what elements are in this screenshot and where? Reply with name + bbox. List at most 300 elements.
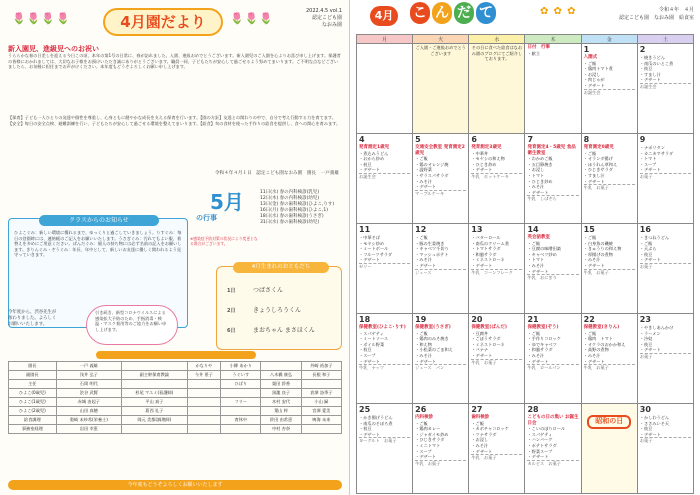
menu-item: ・高野の煮物 [583,347,609,353]
class-notice-title: クラスからのお知らせ [39,215,159,226]
day-number: 1 [583,45,590,54]
snack-label: 牛乳 ナッツ [359,364,410,371]
staff-cell [187,416,221,425]
snack-label: 牛乳 コーンフレーク [471,269,522,276]
staff-cell [187,425,221,434]
class-notice-body: ひよこぐみ：新しい環境に慣れるまで、ゆっくりと過ごしていきましょう。りすぐみ：毎日の登園時には、連絡帳のご記入をお願いいたします。うさぎぐみ：汚れてもよい服、着替えを多めにご用意ください。ぱんだぐみ：個人の持ち物には必ず名前の記入をお願いします。きりんぐみ・ぞうぐみ：年長、年中として、新しいお友達に優しく関われるよう見守っていきます。 [14,230,182,257]
staff-cell: 育休中 [221,416,261,425]
menu-day-cell [357,404,413,494]
menu-item: ・ポテトサラダ [527,442,557,448]
may-subtitle: の行事 [196,214,217,222]
staff-cell: 杉尾 マユミ(看護師) [122,389,187,398]
newsletter-title: 4月園だより [103,8,223,36]
menu-item: ・デザート [471,352,493,358]
menu-item: ・南瓜のそぼろ煮 [359,420,393,426]
day-number: 6 [471,135,477,144]
weekday-header: 土 [637,35,693,44]
birthday-row: 1日 つばさくん [227,287,284,294]
day-event: 保健教室(ひよこ･りす) [359,325,406,330]
menu-item: ・ご飯 [415,235,428,240]
menu-item: ・ラーメン [639,330,661,336]
menu-item: ・豆腐丼 [471,330,489,336]
menu-item: ・バターロール [471,235,501,240]
new-staff-note: 今年度から、渋谷先生が加わりました。よろしくお願いいたします。 [8,310,57,327]
menu-item: ・ミートボール [359,246,389,252]
menu-item: ・枝豆 [359,426,372,432]
menu-item: ・みそ汁 [471,442,489,448]
menu-day-cell [357,134,413,224]
staff-cell: 浅井 弘子 [56,371,121,380]
greeting-text: その日に食べた給食はなおみ園のブログにてご紹介しております。 [471,45,523,62]
snack-label: お菓子 [640,173,691,180]
newsletter-volume: 2022.4.5 vol.1 認定こども園 なおみ園 [305,8,342,28]
menu-item: ・ご飯 [415,330,428,336]
menu-day-cell [525,404,581,494]
menu-greeting-cell [413,44,469,134]
menu-item: ・みそ汁 [527,262,545,268]
snack-label: お菓子 [640,437,691,444]
menu-item: ・すまし汁 [583,172,605,178]
menu-item: ・ごぼうサラダ [471,336,501,342]
day-number: 7 [527,135,534,144]
staff-cell [261,362,301,371]
staff-cell: 葉山 梓 [261,407,301,416]
staff-cell: 今井 景子 [187,371,221,380]
menu-item: ・みそ汁 [415,178,432,184]
staff-cell: 平山 真子 [122,398,187,407]
menu-item: ・デザート [527,454,549,460]
birthday-row: 6日 まおちゃん まさほくん [227,327,315,334]
may-note: ※感染症予防対策の状況により変更となる場合がございます。 [190,236,258,246]
menu-item: ・お浸し [583,71,601,77]
day-event: 発育測定4・5歳児 食品衛生教室 [527,145,576,156]
menu-item: ・ひじきサラダ [415,437,445,443]
menu-title-char: て [476,2,496,24]
intro-paragraph: うららかな春の日差しを迎える今日この頃、本年の第1号の日常に、春が訪れました。入園、進級おめでとうございます。新入園児のご入園を心よりお喜び申し上げます。保護者の皆様におかれましては、大切なお子様をお預けいただき誠にありがとうございます。職員一同、子どもたちが安心して過ごせるよう努めてまいります。ご不明な点などございましたら、お気軽に担任までお声がけください。本年度もどうぞよろしくお願い申し上げます。 [8,53,341,70]
staff-table [8,361,342,434]
staff-cell: フリー [221,398,261,407]
day-event: 発育測定3歳児 [471,145,502,150]
day-number: 28 [527,405,539,414]
staff-row [9,362,342,371]
menu-item: ・枝豆 [359,161,372,167]
snack-label: 牛乳 おにぎり [527,274,578,281]
menu-item: ・中華丼 [471,150,489,156]
day-number: 8 [583,135,590,144]
newsletter-footer: 今年度もどうぞよろしくお願いいたします [8,480,342,490]
staff-cell: 黒瀧 良子 [261,389,301,398]
menu-day-cell [637,404,693,494]
weekday-header: 月 [357,35,413,44]
menu-day-cell [357,314,413,404]
staff-cell: かなりや [187,362,221,371]
menu-item: ・ツナサラダ [471,431,497,437]
staff-cell: 一戸 義雄 [56,362,121,371]
menu-item: ・すまし汁 [639,71,661,77]
menu-item: ・五目卵焼き [527,161,553,167]
corona-note: 引き続き、新型コロナウイルスによる感染拡大予防のため、手指消毒・検温・マスク着用等のご協力をお願い申し上げます。 [86,305,178,345]
staff-cell [187,398,221,407]
menu-item: ・デザート [639,257,661,263]
day-number: 20 [471,315,483,324]
menu-item: ・モヤシの和え物 [471,156,505,162]
menu-item: ・ご飯 [639,240,653,246]
staff-cell [301,425,341,434]
day-event: 保健教室(ぱんだ) [471,325,507,330]
menu-item: ・ミニトマト [415,442,441,448]
menu-week-row [357,44,694,134]
menu-page [350,0,700,495]
menu-item: ・キャベツ炒め [527,251,557,257]
menu-item: ・トマト [527,172,545,178]
menu-item: ・デザート [527,358,549,364]
menu-day-cell [581,314,637,404]
menu-item: ・ご飯 [527,330,541,336]
staff-cell: 栗田 鈴香 [261,380,301,389]
snack-label: ジュース パン [415,364,466,371]
may-event: 12日(木) 春の内科検診(幼児) [260,196,320,201]
menu-item: ・マッシュポテト [415,251,449,257]
staff-cell: 渋谷 武賢 [56,389,121,398]
menu-item: ・デザート [471,448,493,454]
day-number: 18 [359,315,371,324]
staff-cell: うぐいす [221,371,261,380]
menu-item: ・デザート [471,167,493,173]
menu-item: ・カニカマサラダ [639,150,674,156]
menu-item: ・ひじき炒め [471,161,497,167]
menu-item: ・ご飯 [583,330,597,336]
menu-item: ・中華そば [359,235,380,240]
day-event: 内科検診 [415,415,434,420]
menu-day-cell [469,404,525,494]
menu-item: ・おから炒め [359,156,385,162]
menu-item: ・南瓜のクリーム煮 [471,240,510,246]
staff-cell: 岡元 美都(調理師) [122,416,187,425]
snack-label: 牛乳 ホットケーキ [471,173,522,180]
staff-cell: ひよこ(0歳児) [9,389,57,398]
snack-label: カルピス お菓子 [527,460,578,467]
menu-item: ・こいのぼりロール [527,426,566,432]
menu-day-cell [413,404,469,494]
menu-item: ・鶏肉トマト煮 [583,66,613,72]
day-event: 英会話教室 [527,235,550,240]
staff-cell: 副主幹保育教諭 [122,371,187,380]
menu-day-cell [469,134,525,224]
menu-item: ・煮込みうどん [359,150,389,156]
snack-label: マ－ブルケーキ [415,190,466,197]
menu-item: ・デザート [359,167,380,173]
menu-item: ・トマト [639,156,657,162]
snack-label: お誕生会 [359,173,410,180]
snack-label: 牛乳 ロールパン [527,364,578,371]
staff-cell: 小山 緑 [301,398,341,407]
menu-item: ・豆腐の味噌田楽 [527,246,561,252]
menu-day-cell [357,44,413,134]
day-number: 26 [415,405,427,414]
day-event: 保健教室(きりん) [583,325,620,330]
staff-cell: 赤城 由起子 [56,398,121,407]
snack-label: お誕生会 [640,83,691,90]
holiday-cell [581,404,637,494]
menu-day-cell [469,224,525,314]
signature: 令和４年４月１日 認定こども園なおみ園 園長 一戸義雄 [214,171,339,176]
menu-item: ・デザート [415,262,437,268]
day-number: 25 [359,405,371,414]
day-number: 13 [471,225,483,234]
menu-item: ・ご飯 [583,60,597,66]
staff-cell: 鳴海 未来 [301,416,341,425]
snack-label: 牛乳 お菓子 [584,269,635,276]
staff-cell: ひばり [221,380,261,389]
staff-cell [187,380,221,389]
menu-item: ・トマトサラダ [471,246,501,252]
menu-info: 令和４年 ４月 認定こども園 なおみ園 給食室 [618,7,694,21]
menu-day-cell [637,44,693,134]
staff-row [9,425,342,434]
menu-item: ・デザート [415,454,437,460]
menu-item: ・小松菜のごま和え [415,347,453,353]
menu-item: ・ミネストローネ [471,257,505,263]
menu-day-cell [637,314,693,404]
menu-item: ・デザート [583,178,605,184]
menu-greeting-cell [469,44,525,134]
weekday-header: 水 [469,35,525,44]
staff-cell: 八木橋 康弘 [261,371,301,380]
menu-day-cell [581,224,637,314]
staff-cell [301,380,341,389]
menu-title-char: ん [432,2,452,24]
day-event: 歯科検診 [471,415,490,420]
menu-item: ・かしわうどん [639,415,670,420]
menu-item: ・冷奴 [639,336,653,342]
weekday-header: 木 [525,35,581,44]
snack-label: お菓子 [640,353,691,360]
newsletter-header [8,6,342,40]
menu-item: ・ご飯 [583,235,597,240]
menu-item: ・枝豆 [639,66,653,72]
menu-item: ・デザート [527,189,549,195]
holiday-label: 昭和の日 [587,415,631,429]
staff-cell: 長根 和子 [301,371,341,380]
menu-item: ・枝豆 [359,347,372,353]
staff-row [9,389,342,398]
day-number: 30 [639,405,651,414]
snack-label: 牛乳 お菓子 [415,460,466,467]
menu-item: ・お浸し [527,167,545,173]
menu-day-cell [581,44,637,134]
staff-cell: 外崎 裕加子 [301,362,341,371]
staff-row [9,407,342,416]
menu-day-cell [357,224,413,314]
staff-cell: 小柳 あかり [221,362,261,371]
menu-item: ・わかめご飯 [527,156,553,162]
staff-cell: ひよこ(2歳児) [9,407,57,416]
may-event: 16日(月) 春の歯科検診(ひよこ,1) [260,208,328,213]
day-event: 保健教室(ぞう) [527,325,559,330]
menu-item: ・デザート [359,358,380,364]
principles-paragraph: 【保育】子ども一人ひとりの発達や個性を尊重し、心身ともに健やかな成長を支える保育を行います。【園の方針】友達との関わりの中で、自分で考え行動する力を育てます。【安全】毎日の安全点検、避難訓練を行い、子どもたちが安心して過ごせる環境を整えてまいります。【給食】旬の食材を使った手作りの給食を提供し、食への関心を育みます。 [8,115,341,126]
menu-item: ・みそ汁 [527,184,545,190]
day-number: 21 [527,315,539,324]
staff-cell [122,362,187,371]
staff-cell: 園長 [9,362,57,371]
day-number: 27 [471,405,483,414]
menu-item: ・野菜スープ [527,448,553,454]
day-event: 発育測定1歳児 [359,145,390,150]
day-event: こどもの日の集い お誕生日会 [527,415,579,426]
staff-header-bar [96,351,256,359]
menu-item: ・スパゲティ [359,330,384,336]
staff-cell [187,389,221,398]
menu-day-cell [413,314,469,404]
menu-item: ・和え物 [415,341,432,347]
menu-item: ・天ぷら [639,246,657,252]
menu-item: ・デザート [583,358,605,364]
menu-item: ・ご飯 [415,156,428,162]
menu-week-row [357,404,694,494]
day-event: 発育測定0歳児 [583,145,614,150]
menu-item: ・ひじき炒め [527,178,553,184]
menu-item: ・モヤシ炒め [359,240,385,246]
welcome-heading: 新入園児、進級児へのお祝い [8,45,99,53]
menu-day-cell [413,224,469,314]
staff-cell: 奥崎 未紗希(栄養士) [56,416,121,425]
menu-week-row [357,224,694,314]
flower-decoration-icon: ✿ ✿ ✿ [540,6,577,17]
menu-item: ・デザート [359,431,380,437]
menu-item: ・きつねうどん [639,235,670,240]
may-title: 5月 [210,190,244,214]
birthday-box [216,266,342,350]
menu-item: ・デザート [583,82,605,88]
day-number: 11 [359,225,371,234]
day-number: 23 [639,315,651,324]
may-event: 31日(水) 春の歯科検診(幼児) [260,220,320,225]
snack-label: 牛乳 お菓子 [471,454,522,461]
menu-title-char: こ [410,2,430,24]
day-number: 22 [583,315,595,324]
menu-item: ・みそ汁 [583,257,601,263]
staff-cell: 副園長 [9,371,57,380]
menu-item: ・デザート [359,257,380,263]
menu-item: ・スープ [415,448,432,454]
day-number: 5 [415,135,421,144]
menu-item: ・ジャガイモ炒め [415,431,449,437]
snack-label: お誕生会 [584,89,635,96]
menu-item: ・デザート [639,347,661,353]
menu-day-cell [525,134,581,224]
menu-item: ・枝豆 [639,251,653,257]
menu-item: ・ボイル野菜 [359,341,385,347]
day-number: 2 [639,45,646,54]
tulip-decoration-icon: 🌷🌷🌷 [230,12,275,25]
menu-item: ・スープ [359,352,376,358]
day-event: 日付 行事 [527,45,550,50]
staff-cell: 事務室経理 [9,425,57,434]
staff-cell: 主任 [9,380,57,389]
staff-cell: ひよこ(1歳児) [9,398,57,407]
menu-item: ・ハンバーグ [527,437,553,443]
menu-item: ・デザート [639,77,661,83]
menu-item: ・みそ汁 [415,257,432,263]
menu-item: ・みそ汁 [527,352,545,358]
staff-cell [221,389,261,398]
menu-item: ・南瓜のいとこ煮 [639,60,674,66]
day-number: 14 [527,225,539,234]
staff-cell [122,380,187,389]
staff-cell: 木村 安代 [261,398,301,407]
menu-item: ・鶏肉 トマト [583,336,613,342]
menu-item: ・ゆでキャベツ [527,341,557,347]
staff-cell: 給食調理 [9,416,57,425]
menu-item: ・肉じゃが [583,77,605,83]
menu-day-cell [637,134,693,224]
menu-day-cell [581,134,637,224]
menu-calendar [356,34,694,494]
staff-cell: 山田 真穂 [56,407,121,416]
staff-row [9,371,342,380]
menu-item: ・スパゲティ [527,431,553,437]
staff-cell: 葛西 礼子 [122,407,187,416]
menu-item: ・フルーツサラダ [359,251,393,257]
day-number: 16 [639,225,651,234]
menu-item: ・スープ [639,161,657,167]
birthday-title: 4月生まれのおともだち [233,262,329,273]
menu-item: ・デザート [415,358,437,364]
staff-row [9,380,342,389]
menu-item: ・ひじきサラダ [583,167,613,173]
snack-label: 牛乳 お菓子 [584,184,635,191]
snack-label: お菓子 [640,263,691,270]
day-number: 9 [639,135,646,144]
menu-item: ・ナポリタン [639,145,665,150]
menu-day-cell [525,44,581,134]
menu-week-row [357,134,694,224]
weekday-header: 火 [413,35,469,44]
menu-item: ・カボチャコロッケ [471,426,509,432]
weekday-header: 金 [581,35,637,44]
menu-item: ・みそ汁 [415,352,432,358]
menu-item: ・和風サラダ [471,251,497,257]
menu-item: ・温野菜 [415,167,432,173]
may-event: 18日(水) 春の歯科検診(うさぎ) [260,214,324,219]
day-number: 12 [415,225,427,234]
menu-item: ・かき揚げうどん [359,415,393,420]
menu-day-cell [525,224,581,314]
menu-item: ・豚の生姜焼き [415,240,445,246]
staff-cell: 鈴田 由希恵 [261,416,301,425]
day-event: 保健教室(うさぎ) [415,325,451,330]
day-event: 入園式 [583,55,598,60]
day-number: 4 [359,135,365,144]
menu-day-cell [413,134,469,224]
day-event: 交通安全教室 発育測定2歳児 [415,145,465,156]
snack-label: 牛乳 お菓子 [471,359,522,366]
menu-item: ・ほうれん草和え [583,161,618,167]
may-events-list [260,190,334,226]
menu-item: ・和風サラダ [527,347,553,353]
staff-row [9,416,342,425]
menu-item: ・鶏のオレンジ焼 [415,161,449,167]
menu-item: ・献立 [527,50,541,56]
staff-cell: 宮澤 愛美 [301,407,341,416]
tulip-decoration-icon: 🌷🌷🌷🌷 [12,12,71,25]
staff-cell: 石岡 明代 [56,380,121,389]
may-event: 11日(水) 春の内科検診(乳児) [260,190,320,195]
menu-item: ・枝豆 [639,426,653,432]
menu-item: ・オランダ揚げ [583,156,613,162]
staff-cell: 倉澤 詩季子 [301,389,341,398]
